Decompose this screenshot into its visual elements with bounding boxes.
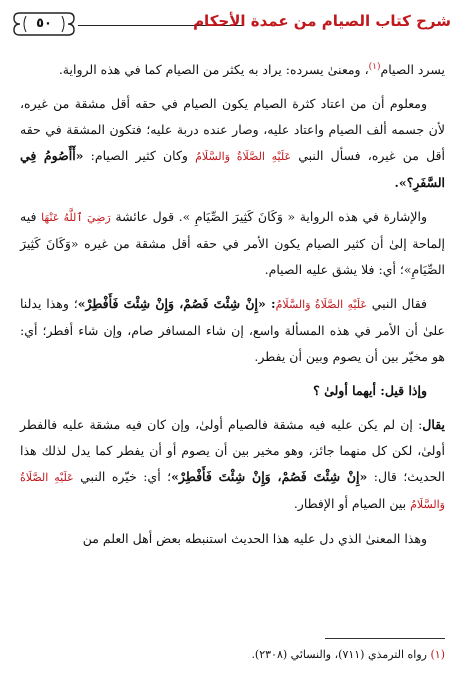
paragraph: [20, 291, 445, 370]
honorific: عَلَيْهِ الصَّلَاةُ وَالسَّلَامُ: [20, 471, 445, 512]
paragraph: وهذا المعنىٰ الذي دل عليه هذا الحديث استنبطه بعض أهل العلم من: [82, 531, 427, 547]
footnote: [20, 646, 445, 664]
footnote-number: (١): [430, 648, 445, 661]
text-span: بين الصيام أو الإفطار.: [293, 496, 411, 512]
question-heading: وإذا قيل: أيهما أولىٰ ؟: [313, 383, 427, 399]
text-span: : إن لم يكن عليه فيه مشقة فالصيام أولىٰ، وإن كان فيه مشقة عليه فالفطر أولىٰ، لكن كل منهما جائز، وهو مخير بين أن يصوم أو أن يفطر كما يدل لذلك هذا الحديث؛ قال:: [20, 417, 445, 485]
paragraph: [20, 91, 445, 196]
text-span: ومعلوم أن من اعتاد كثرة الصيام يكون الصيام في حقه أقل مشقة من غيره، لأن جسمه ألف الصيام واعتاد عليه، وصار عنده دربة عليه؛ فتكون المشقة في حقه أقل من غيره، فسأل النبي: [20, 96, 445, 164]
text-span: فيه إلماحة إلىٰ أن كثير الصيام يكون الأمر في حقه أقل مشقة من غيره «وَكَانَ كَثِيرَ الصِّيَامِ»؛ أي: فلا يشق عليه الصيام.: [20, 209, 445, 278]
honorific: رَضِيَ ٱللَّهُ عَنْهَا: [41, 211, 111, 225]
hadith-quote: «إِنْ شِئْتَ فَصُمْ، وَإِنْ شِئْتَ فَأَفْطِرْ»: [171, 469, 368, 485]
running-title: شرح كتاب الصيام من عمدة الأحكام: [193, 12, 451, 30]
paragraph: [20, 204, 445, 283]
text-span: ؛ وهذا يدلنا علىٰ أن الأمر في هذه المسألة واسع، إن شاء المسافر صام، وإن شاء أفطر؛ أي: هو مخيّر بين أن يصوم وبين أن يفطر.: [20, 296, 445, 365]
main-text: [20, 54, 445, 560]
text-span: والإشارة في هذه الرواية « وَكَانَ كَثِيرَ الصِّيَامِ ». قول عائشة: [115, 209, 427, 225]
text-span: يسرد الصيام: [380, 62, 445, 78]
text-span: ؛ أي: خيّره النبي: [73, 469, 172, 485]
text-span: ، ومعنىٰ يسرده: يراد به يكثر من الصيام كما في هذه الرواية.: [58, 62, 369, 78]
page-header: [10, 8, 451, 42]
honorific: عَلَيْهِ الصَّلَاةُ وَالسَّلَامُ: [195, 150, 292, 164]
paragraph: [20, 54, 445, 83]
page-number: ٥٠: [36, 16, 52, 31]
hadith-quote: : «إِنْ شِئْتَ فَصُمْ، وَإِنْ شِئْتَ فَأَفْطِرْ»: [77, 296, 276, 312]
footnote-text: رواه الترمذي (٧١١)، والنسائي (٢٣٠٨).: [251, 648, 427, 661]
paragraph: [20, 412, 445, 518]
page-number-badge: [12, 10, 76, 38]
lead-word: يقال: [422, 417, 445, 433]
footnote-divider: [325, 638, 445, 639]
hadith-quote: «أَأَصُومُ فِي السَّفَرِ؟».: [20, 148, 445, 191]
honorific: عَلَيْهِ الصَّلَاةُ وَالسَّلَامُ: [275, 298, 367, 312]
text-span: فقال النبي: [371, 296, 427, 312]
footnote-ref[interactable]: (١): [368, 62, 381, 72]
text-span: وكان كثير الصيام:: [83, 148, 188, 164]
